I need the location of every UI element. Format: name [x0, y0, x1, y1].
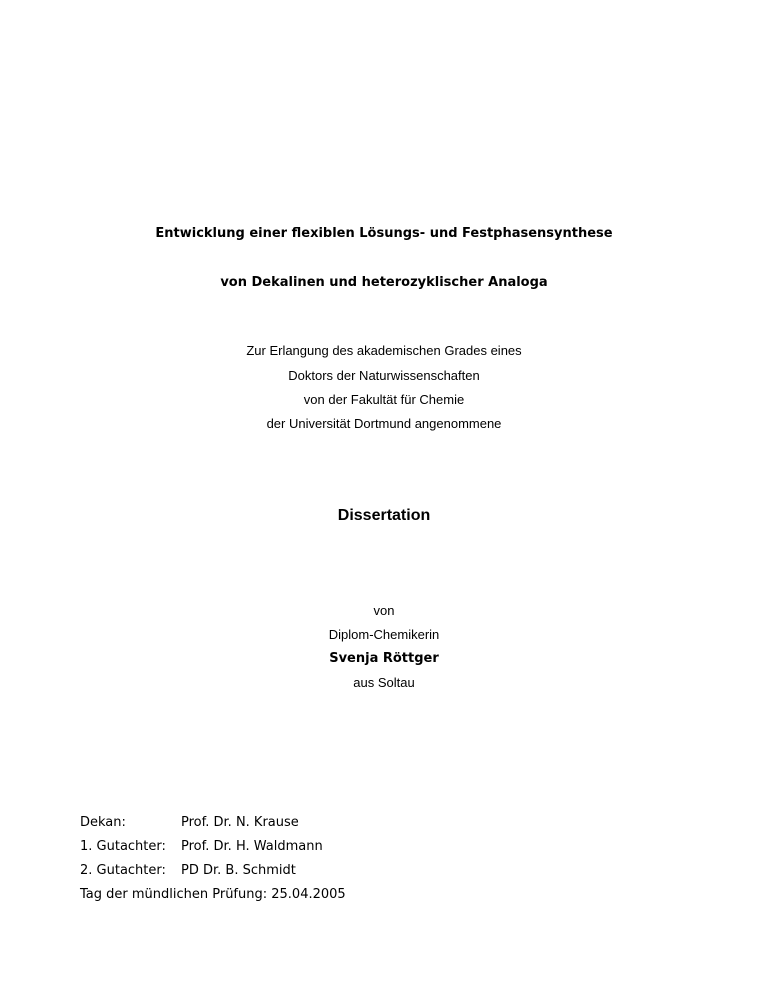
author-by: von	[373, 603, 395, 618]
purpose-line-3: von der Fakultät für Chemie	[303, 392, 465, 407]
reviewer-2-label: 2. Gutachter:	[80, 863, 166, 878]
reviewer-1-label: 1. Gutachter:	[80, 839, 166, 854]
purpose-line-2: Doktors der Naturwissenschaften	[288, 368, 480, 383]
dean-row	[80, 814, 299, 832]
exam-date: Tag der mündlichen Prüfung: 25.04.2005	[80, 887, 346, 902]
author-degree: Diplom-Chemikerin	[328, 627, 440, 642]
thesis-title-line-2: von Dekalinen und heterozyklischer Analoga	[220, 275, 548, 290]
purpose-line-4: der Universität Dortmund angenommene	[266, 416, 502, 431]
dean-label: Dekan:	[80, 815, 126, 830]
thesis-title-line-1: Entwicklung einer flexiblen Lösungs- und Festphasensynthese	[155, 226, 613, 241]
dean-name: Prof. Dr. N. Krause	[181, 815, 299, 830]
reviewer-1-name: Prof. Dr. H. Waldmann	[181, 839, 323, 854]
reviewer-1-row	[80, 838, 323, 856]
author-name: Svenja Röttger	[329, 651, 439, 666]
reviewer-2-row	[80, 862, 296, 880]
document-type-heading: Dissertation	[337, 507, 431, 524]
purpose-line-1: Zur Erlangung des akademischen Grades eines	[246, 343, 522, 358]
reviewer-2-name: PD Dr. B. Schmidt	[181, 863, 296, 878]
author-origin: aus Soltau	[353, 675, 415, 690]
